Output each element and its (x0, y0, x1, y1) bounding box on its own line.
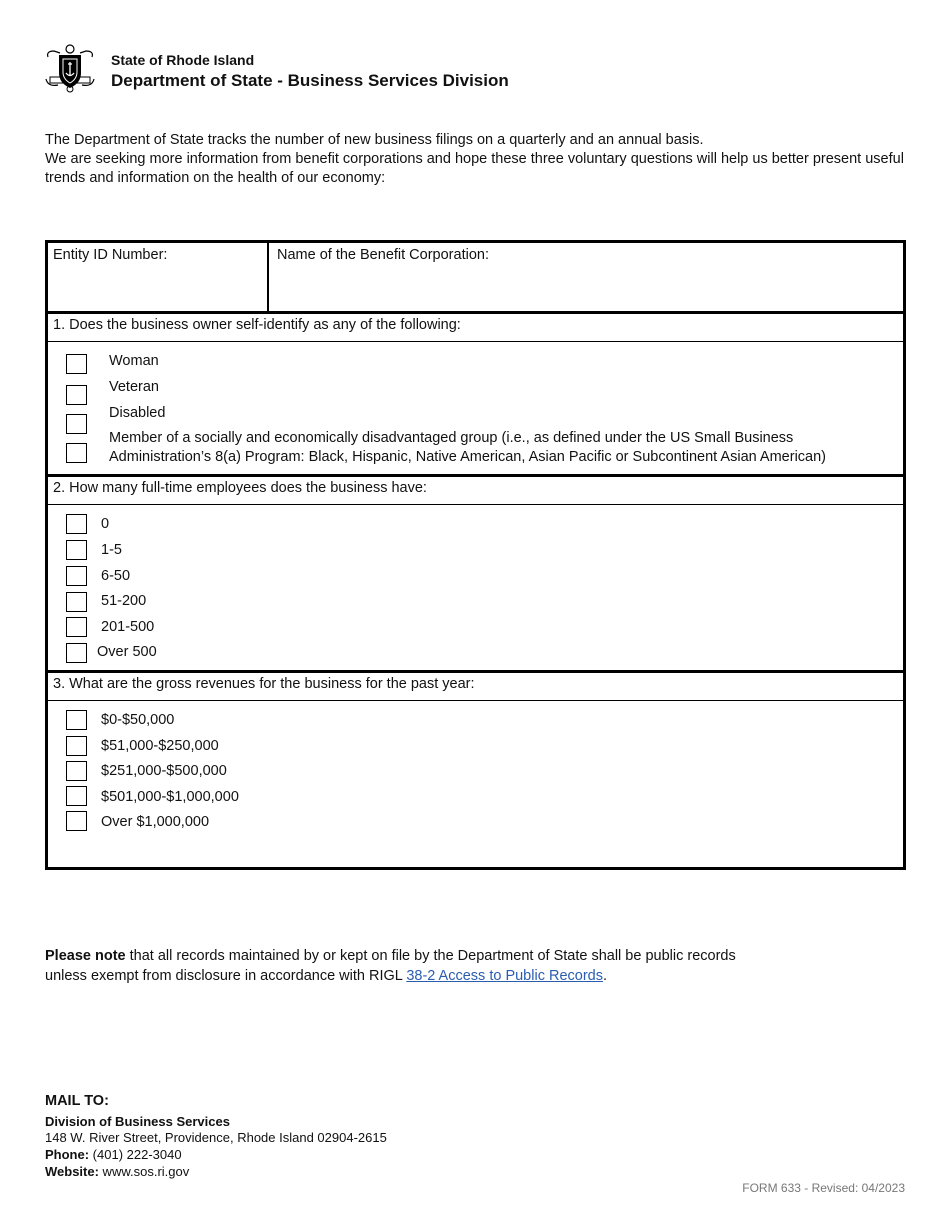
option-employees-201-500: 201-500 (101, 619, 155, 635)
checkbox-employees-1-5[interactable] (66, 540, 87, 560)
notice-bold: Please note (45, 948, 126, 964)
intro-line-1: The Department of State tracks the number of new business filings on a quarterly and an annual basis. (45, 132, 704, 148)
form-revision-id: FORM 633 - Revised: 04/2023 (742, 1181, 905, 1195)
checkbox-employees-201-500[interactable] (66, 617, 87, 637)
phone-label: Phone: (45, 1147, 90, 1162)
option-revenue-over-1m: Over $1,000,000 (101, 814, 210, 830)
divider (267, 243, 269, 312)
checkbox-revenue-251k-500k[interactable] (66, 761, 87, 781)
checkbox-employees-0[interactable] (66, 514, 87, 534)
option-employees-6-50: 6-50 (101, 568, 131, 584)
option-employees-51-200: 51-200 (101, 593, 147, 609)
public-records-notice (45, 947, 765, 986)
divider (48, 311, 903, 314)
public-records-link[interactable]: 38-2 Access to Public Records (406, 967, 603, 984)
question-2-label: 2. How many full-time employees does the business have: (53, 480, 427, 496)
question-1-label: 1. Does the business owner self-identify as any of the following: (53, 317, 461, 333)
notice-end: . (602, 967, 607, 984)
checkbox-disabled[interactable] (66, 414, 87, 434)
checkbox-disadvantaged-group[interactable] (66, 443, 87, 463)
divider (48, 700, 903, 701)
checkbox-revenue-501k-1m[interactable] (66, 786, 87, 806)
rhode-island-seal-icon (44, 43, 96, 93)
checkbox-veteran[interactable] (66, 385, 87, 405)
checkbox-revenue-51k-250k[interactable] (66, 736, 87, 756)
option-veteran: Veteran (109, 379, 159, 395)
checkbox-employees-over-500[interactable] (66, 643, 87, 663)
entity-id-field[interactable]: Entity ID Number: (53, 247, 168, 263)
mail-phone (45, 1146, 182, 1163)
option-employees-1-5: 1-5 (101, 542, 122, 558)
phone-number: (401) 222-3040 (89, 1147, 182, 1162)
intro-line-2: We are seeking more information from benefit corporations and hope these three voluntary questions will help us better present useful trends and information on the health of our economy: (45, 151, 904, 186)
option-disadvantaged-group: Member of a socially and economically disadvantaged group (i.e., as defined under the US Small Business Administration’s 8(a) Program: Black, Hispanic, Native American, Asian Pacific or Subcontinent Asian American) (109, 430, 826, 465)
option-disabled: Disabled (109, 405, 166, 421)
mail-website (45, 1163, 189, 1180)
option-employees-over-500: Over 500 (97, 644, 157, 660)
divider (48, 341, 903, 342)
question-3-label: 3. What are the gross revenues for the business for the past year: (53, 676, 475, 692)
divider (48, 670, 903, 673)
option-revenue-501k-1m: $501,000-$1,000,000 (101, 789, 239, 805)
option-revenue-251k-500k: $251,000-$500,000 (101, 763, 227, 779)
website-label: Website: (45, 1164, 99, 1179)
divider (48, 504, 903, 505)
department-title: Department of State - Business Services Division (111, 71, 509, 90)
checkbox-revenue-0-50k[interactable] (66, 710, 87, 730)
form-box (45, 240, 906, 870)
option-employees-0: 0 (101, 516, 110, 532)
state-name: State of Rhode Island (111, 52, 255, 68)
mail-division: Division of Business Services (45, 1114, 230, 1129)
option-revenue-0-50k: $0-$50,000 (101, 712, 175, 728)
corporation-name-field[interactable]: Name of the Benefit Corporation: (277, 247, 489, 263)
option-revenue-51k-250k: $51,000-$250,000 (101, 738, 219, 754)
option-woman: Woman (109, 353, 159, 369)
checkbox-woman[interactable] (66, 354, 87, 374)
mail-to-heading: MAIL TO: (45, 1093, 109, 1109)
checkbox-employees-6-50[interactable] (66, 566, 87, 586)
website-url: www.sos.ri.gov (98, 1164, 190, 1179)
notice-text: that all records maintained by or kept on file by the Department of State shall be public records unless exempt from disclosure in accordance with RIGL (45, 948, 736, 984)
checkbox-revenue-over-1m[interactable] (66, 811, 87, 831)
checkbox-employees-51-200[interactable] (66, 592, 87, 612)
divider (48, 474, 903, 477)
mail-address: 148 W. River Street, Providence, Rhode Island 02904-2615 (45, 1130, 387, 1145)
